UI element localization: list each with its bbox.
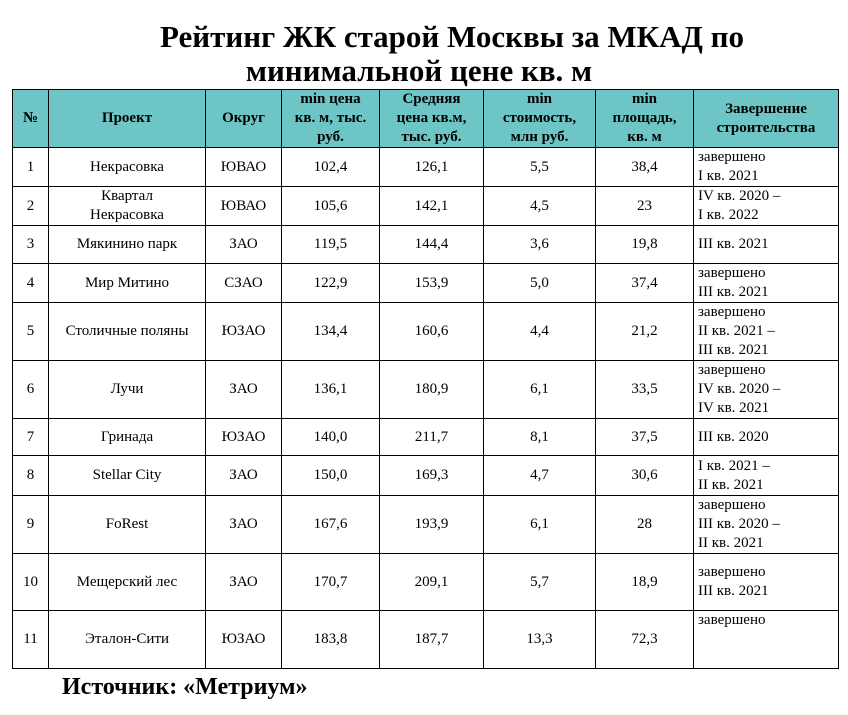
column-header-min-price-sqm: min цена кв. м, тыс. руб. (282, 90, 380, 148)
cell-number: 10 (13, 554, 49, 611)
column-header-project: Проект (49, 90, 206, 148)
page-title-line-2: минимальной цене кв. м (245, 53, 593, 88)
cell-number: 3 (13, 226, 49, 264)
cell-avg-price-sqm: 187,7 (380, 611, 484, 669)
cell-avg-price-sqm: 160,6 (380, 303, 484, 361)
cell-completion: I кв. 2021 – II кв. 2021 (694, 456, 839, 496)
cell-min-price-sqm: 136,1 (282, 361, 380, 419)
cell-min-price-sqm: 119,5 (282, 226, 380, 264)
cell-district: ЗАО (206, 226, 282, 264)
column-header-min-cost: min стоимость, млн руб. (484, 90, 596, 148)
cell-completion: III кв. 2021 (694, 226, 839, 264)
cell-min-area: 72,3 (596, 611, 694, 669)
cell-min-cost: 4,7 (484, 456, 596, 496)
cell-min-cost: 6,1 (484, 496, 596, 554)
cell-number: 1 (13, 148, 49, 187)
cell-completion: завершено (694, 611, 839, 669)
cell-number: 6 (13, 361, 49, 419)
cell-min-cost: 8,1 (484, 419, 596, 456)
cell-project: FoRest (49, 496, 206, 554)
table-row (13, 456, 839, 496)
cell-number: 11 (13, 611, 49, 669)
cell-project: Столичные поляны (49, 303, 206, 361)
cell-min-cost: 6,1 (484, 361, 596, 419)
cell-district: ЗАО (206, 496, 282, 554)
cell-min-cost: 4,5 (484, 187, 596, 226)
cell-avg-price-sqm: 169,3 (380, 456, 484, 496)
column-header-district: Округ (206, 90, 282, 148)
source-caption: Источник: «Метриум» (62, 674, 308, 700)
table-row (13, 361, 839, 419)
header-row (13, 90, 839, 148)
cell-min-area: 37,4 (596, 264, 694, 303)
page-title-line-1: Рейтинг ЖК старой Москвы за МКАД по (160, 19, 744, 54)
cell-completion: завершено III кв. 2020 – II кв. 2021 (694, 496, 839, 554)
cell-avg-price-sqm: 193,9 (380, 496, 484, 554)
cell-project: Некрасовка (49, 148, 206, 187)
cell-min-price-sqm: 183,8 (282, 611, 380, 669)
table-row (13, 187, 839, 226)
table-row (13, 226, 839, 264)
cell-avg-price-sqm: 142,1 (380, 187, 484, 226)
cell-number: 7 (13, 419, 49, 456)
cell-completion: завершено III кв. 2021 (694, 264, 839, 303)
cell-min-price-sqm: 105,6 (282, 187, 380, 226)
cell-min-area: 38,4 (596, 148, 694, 187)
table-row (13, 419, 839, 456)
cell-number: 5 (13, 303, 49, 361)
cell-project: Мир Митино (49, 264, 206, 303)
table-row (13, 611, 839, 669)
cell-min-price-sqm: 122,9 (282, 264, 380, 303)
cell-project: Stellar City (49, 456, 206, 496)
cell-avg-price-sqm: 126,1 (380, 148, 484, 187)
cell-project: Мякинино парк (49, 226, 206, 264)
cell-number: 8 (13, 456, 49, 496)
cell-min-price-sqm: 140,0 (282, 419, 380, 456)
cell-min-price-sqm: 170,7 (282, 554, 380, 611)
column-header-avg-price-sqm: Средняя цена кв.м, тыс. руб. (380, 90, 484, 148)
cell-avg-price-sqm: 180,9 (380, 361, 484, 419)
cell-district: ЗАО (206, 456, 282, 496)
cell-completion: III кв. 2020 (694, 419, 839, 456)
cell-min-area: 37,5 (596, 419, 694, 456)
cell-min-cost: 13,3 (484, 611, 596, 669)
cell-min-area: 30,6 (596, 456, 694, 496)
cell-min-area: 33,5 (596, 361, 694, 419)
cell-min-area: 18,9 (596, 554, 694, 611)
cell-min-price-sqm: 102,4 (282, 148, 380, 187)
cell-project: Лучи (49, 361, 206, 419)
cell-min-area: 21,2 (596, 303, 694, 361)
column-header-completion: Завершение строительства (694, 90, 839, 148)
cell-district: ЮЗАО (206, 611, 282, 669)
cell-min-cost: 5,0 (484, 264, 596, 303)
cell-min-cost: 3,6 (484, 226, 596, 264)
table-row (13, 496, 839, 554)
cell-min-area: 19,8 (596, 226, 694, 264)
cell-min-price-sqm: 134,4 (282, 303, 380, 361)
cell-min-price-sqm: 167,6 (282, 496, 380, 554)
table-row (13, 264, 839, 303)
cell-min-cost: 5,7 (484, 554, 596, 611)
cell-avg-price-sqm: 211,7 (380, 419, 484, 456)
table-row (13, 148, 839, 187)
cell-completion: завершено II кв. 2021 – III кв. 2021 (694, 303, 839, 361)
cell-avg-price-sqm: 209,1 (380, 554, 484, 611)
cell-project: Мещерский лес (49, 554, 206, 611)
cell-project: Квартал Некрасовка (49, 187, 206, 226)
cell-district: ЮЗАО (206, 303, 282, 361)
cell-district: ЮВАО (206, 148, 282, 187)
cell-number: 2 (13, 187, 49, 226)
cell-district: ЗАО (206, 361, 282, 419)
cell-number: 9 (13, 496, 49, 554)
cell-avg-price-sqm: 144,4 (380, 226, 484, 264)
cell-min-cost: 5,5 (484, 148, 596, 187)
cell-project: Эталон-Сити (49, 611, 206, 669)
cell-district: ЮВАО (206, 187, 282, 226)
cell-completion: завершено IV кв. 2020 – IV кв. 2021 (694, 361, 839, 419)
cell-completion: завершено III кв. 2021 (694, 554, 839, 611)
cell-project: Гринада (49, 419, 206, 456)
cell-district: ЮЗАО (206, 419, 282, 456)
cell-number: 4 (13, 264, 49, 303)
rating-table (12, 89, 839, 669)
column-header-number: № (13, 90, 49, 148)
cell-completion: IV кв. 2020 – I кв. 2022 (694, 187, 839, 226)
table-row (13, 303, 839, 361)
cell-min-area: 28 (596, 496, 694, 554)
column-header-min-area: min площадь, кв. м (596, 90, 694, 148)
cell-completion: завершено I кв. 2021 (694, 148, 839, 187)
cell-avg-price-sqm: 153,9 (380, 264, 484, 303)
cell-min-area: 23 (596, 187, 694, 226)
cell-min-cost: 4,4 (484, 303, 596, 361)
table-row (13, 554, 839, 611)
cell-min-price-sqm: 150,0 (282, 456, 380, 496)
cell-district: ЗАО (206, 554, 282, 611)
cell-district: СЗАО (206, 264, 282, 303)
